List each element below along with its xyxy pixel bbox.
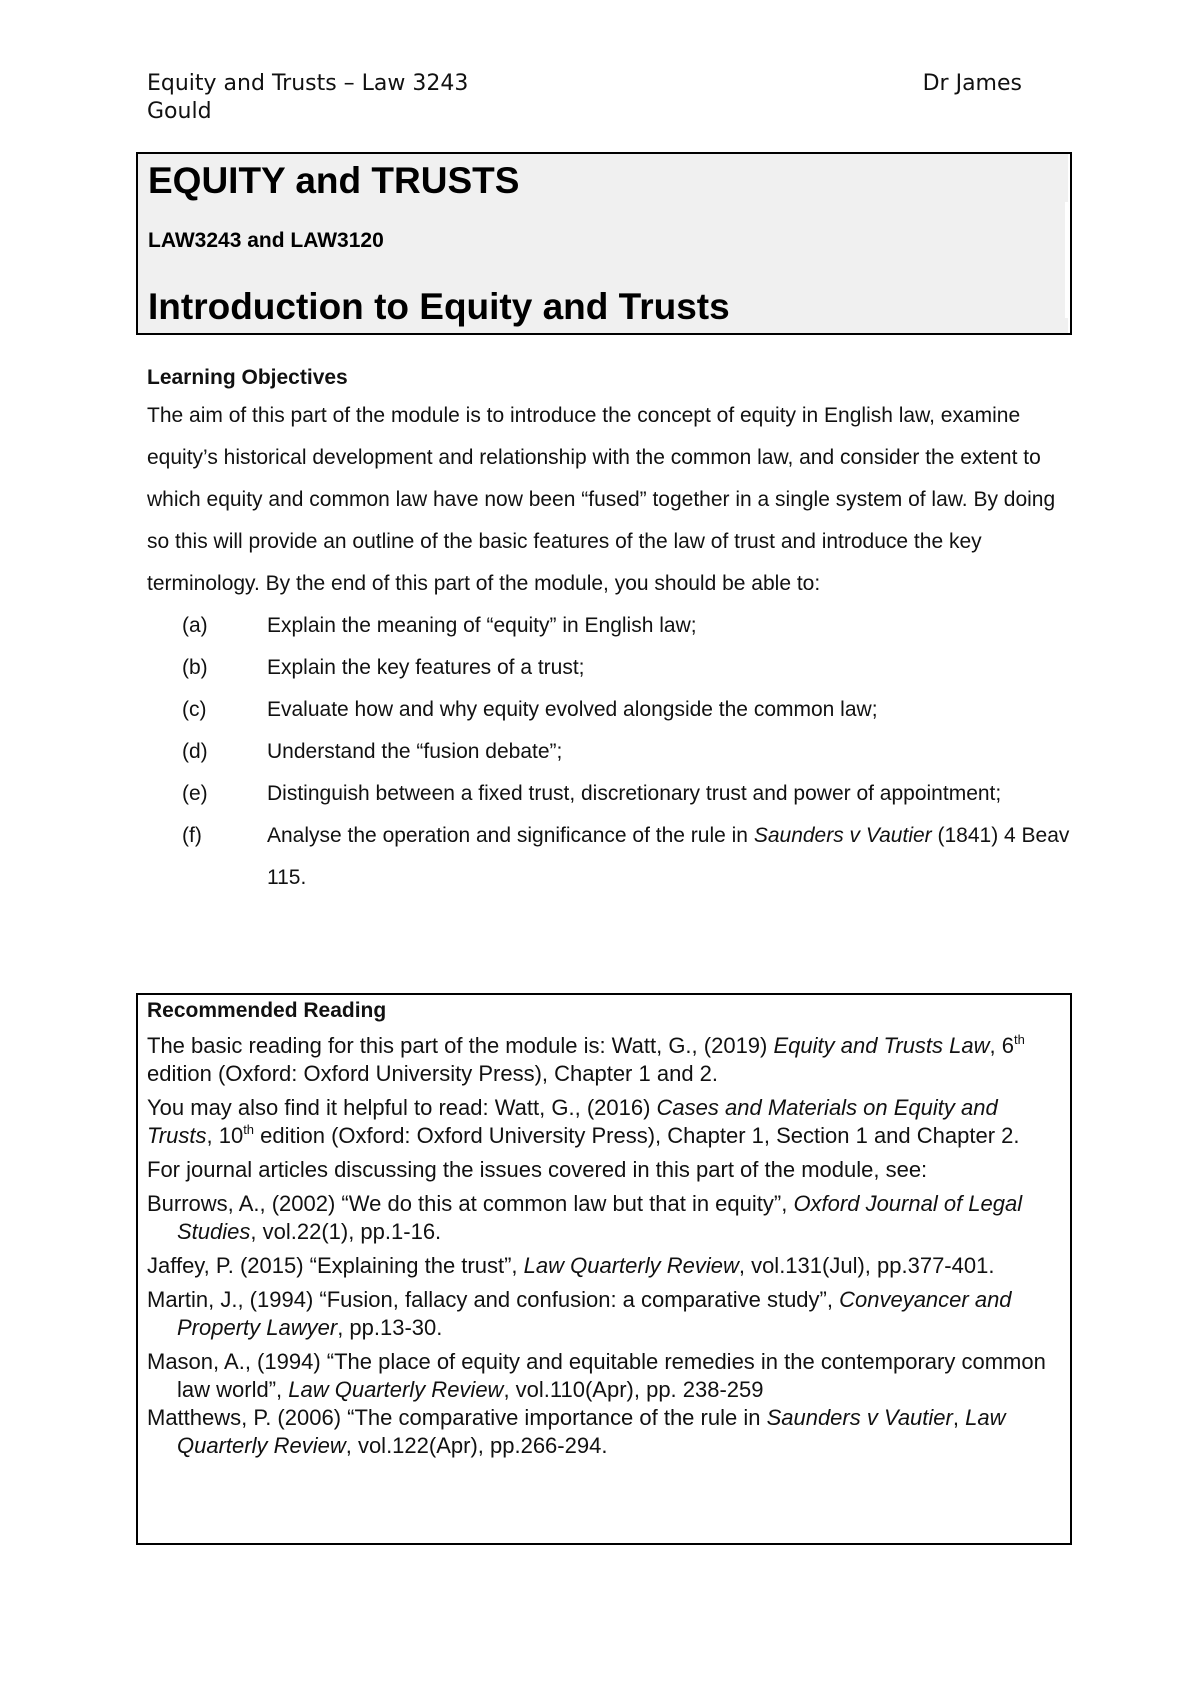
journal-title: Oxford Journal of Legal Studies: [177, 1191, 1023, 1244]
list-marker: (a): [182, 614, 208, 637]
journals-intro: For journal articles discussing the issues covered in this part of the module, see:: [147, 1157, 928, 1182]
text-run: You may also find it helpful to read: Watt, G., (2016): [147, 1095, 657, 1120]
text-run: Burrows, A., (2002) “We do this at common law but that in equity”,: [147, 1191, 794, 1216]
text-run: , vol.110(Apr), pp. 238-259: [503, 1377, 764, 1402]
journal-title: Law Quarterly Review: [288, 1377, 504, 1402]
title-box-shading-edge: [1065, 202, 1069, 318]
list-item-text: Explain the key features of a trust;: [267, 656, 585, 679]
list-item: [147, 815, 1072, 899]
list-marker: (f): [182, 824, 202, 847]
further-reading: [147, 1094, 1061, 1150]
reference-item: [147, 1286, 1061, 1342]
text-run: , vol.131(Jul), pp.377-401.: [738, 1253, 995, 1278]
list-marker: (e): [182, 782, 208, 805]
text-run: Analyse the operation and significance of the rule in: [267, 824, 754, 847]
objectives-list: [147, 605, 1072, 899]
book-title: Equity and Trusts Law: [773, 1033, 990, 1058]
header-author-last: Gould: [147, 99, 212, 124]
text-run: , vol.122(Apr), pp.266-294.: [345, 1433, 608, 1458]
book-title: Cases and Materials on Equity and Trusts: [147, 1095, 998, 1148]
header-course-title: Equity and Trusts – Law 3243: [147, 71, 469, 96]
journal-title: Conveyancer and Property Lawyer: [177, 1287, 1012, 1340]
list-marker: (d): [182, 740, 208, 763]
recommended-reading-heading: Recommended Reading: [147, 999, 387, 1022]
running-header: [147, 70, 1022, 126]
ordinal-suffix: th: [243, 1121, 255, 1137]
list-item: [147, 689, 1072, 731]
text-run: , vol.22(1), pp.1-16.: [250, 1219, 442, 1244]
list-item: [147, 773, 1072, 815]
text-run: Martin, J., (1994) “Fusion, fallacy and confusion: a comparative study”,: [147, 1287, 840, 1312]
text-run: The basic reading for this part of the module is: Watt, G., (2019): [147, 1033, 774, 1058]
journal-title: Law Quarterly Review: [523, 1253, 739, 1278]
list-marker: (b): [182, 656, 208, 679]
case-name: Saunders v Vautier: [753, 824, 932, 847]
text-run: , pp.13-30.: [337, 1315, 443, 1340]
ordinal-suffix: th: [1013, 1031, 1025, 1047]
list-item: [147, 605, 1072, 647]
recommended-reading-box: [136, 993, 1072, 1545]
reference-item: [147, 1190, 1061, 1246]
list-marker: (c): [182, 698, 207, 721]
list-item-text: Explain the meaning of “equity” in English law;: [267, 614, 697, 637]
text-run: , 10: [206, 1123, 244, 1148]
module-codes: LAW3243 and LAW3120: [148, 229, 384, 252]
learning-objectives-heading: Learning Objectives: [147, 366, 348, 389]
case-name: Saunders v Vautier: [766, 1405, 953, 1430]
text-run: Mason, A., (1994) “The place of equity and equitable remedies in the contemporary common law world”,: [147, 1349, 1046, 1402]
learning-objectives-intro: The aim of this part of the module is to introduce the concept of equity in English law, examine equity’s historical development and relationship with the common law, and consider the extent to which equity and common law have now been “fused” together in a single system of law. By doing so this will provide an outline of the basic features of the law of trust and introduce the key terminology. By the end of this part of the module, you should be able to:: [147, 404, 1056, 595]
text-run: (1841) 4 Beav 115.: [267, 824, 1070, 889]
text-run: , 6: [989, 1033, 1014, 1058]
list-item-text: Distinguish between a fixed trust, discretionary trust and power of appointment;: [267, 782, 1002, 805]
text-run: edition (Oxford: Oxford University Press), Chapter 1 and 2.: [147, 1061, 719, 1086]
text-run: Jaffey, P. (2015) “Explaining the trust”,: [147, 1253, 524, 1278]
text-run: edition (Oxford: Oxford University Press), Chapter 1, Section 1 and Chapter 2.: [254, 1123, 1020, 1148]
learning-objectives-section: [147, 364, 1072, 899]
text-run: Matthews, P. (2006) “The comparative importance of the rule in: [147, 1405, 767, 1430]
list-item: [147, 647, 1072, 689]
list-item-text: Understand the “fusion debate”;: [267, 740, 563, 763]
reference-item: [147, 1404, 1061, 1460]
basic-reading: [147, 1032, 1061, 1088]
title-box: [136, 152, 1072, 335]
list-item: [147, 731, 1072, 773]
document-subtitle: Introduction to Equity and Trusts: [148, 286, 730, 327]
document-title: EQUITY and TRUSTS: [148, 160, 520, 201]
reference-item: [147, 1252, 1061, 1280]
journal-title: Law Quarterly Review: [177, 1405, 1006, 1458]
list-item-text: Evaluate how and why equity evolved alongside the common law;: [267, 698, 878, 721]
reference-item: [147, 1348, 1061, 1404]
header-author-first: Dr James: [922, 71, 1022, 96]
list-item-text: [267, 815, 1072, 899]
text-run: ,: [952, 1405, 966, 1430]
